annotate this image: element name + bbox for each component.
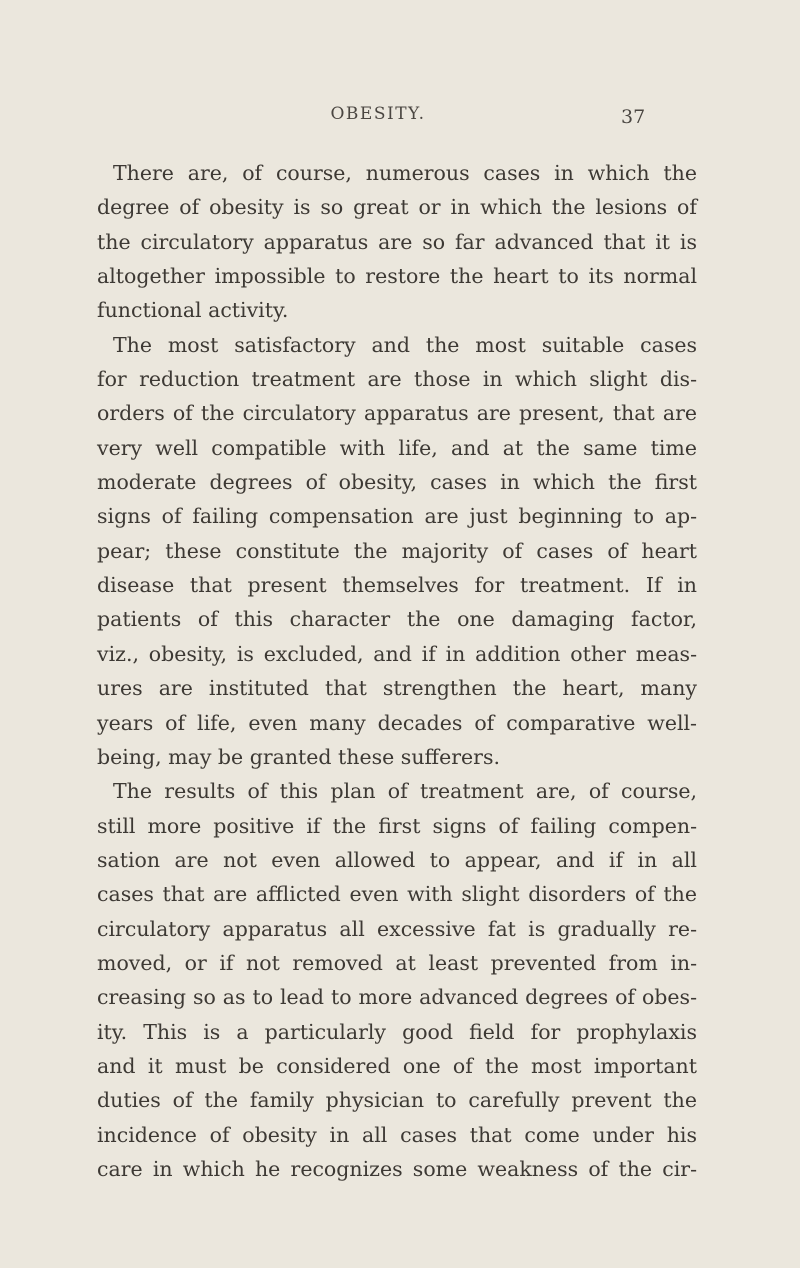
text-line: The most satisfactory and the most suitable cases (113, 332, 697, 357)
running-title: OBESITY. (330, 104, 426, 124)
text-line: sation are not even allowed to appear, and if in all (97, 847, 697, 872)
page-number: 37 (621, 106, 646, 128)
text-line: years of life, even many decades of comparative well- (97, 710, 697, 735)
text-line: care in which he recognizes some weakness of the cir- (97, 1156, 697, 1181)
text-line: for reduction treatment are those in which slight dis- (97, 367, 697, 392)
text-line: There are, of course, numerous cases in which the (113, 161, 697, 185)
text-line: duties of the family physician to carefully prevent the (97, 1088, 697, 1113)
text-line: pear; these constitute the majority of cases of heart (97, 538, 697, 563)
text-line: viz., obesity, is excluded, and if in addition other meas- (97, 641, 697, 666)
text-line: disease that present themselves for treatment. If in (97, 573, 697, 598)
running-head (0, 104, 800, 134)
text-line: being, may be granted these sufferers. (97, 744, 500, 769)
text-line: ity. This is a particularly good field for prophylaxis (97, 1019, 697, 1044)
text-line: orders of the circulatory apparatus are present, that are (97, 401, 697, 426)
text-line: very well compatible with life, and at the same time (97, 435, 697, 460)
text-line: functional activity. (97, 298, 289, 323)
text-line: and it must be considered one of the most important (97, 1053, 697, 1078)
text-line: creasing so as to lead to more advanced degrees of obes- (97, 985, 697, 1010)
text-line: moved, or if not removed at least prevented from in- (97, 950, 697, 975)
text-line: moderate degrees of obesity, cases in which the first (97, 470, 697, 495)
text-line: circulatory apparatus all excessive fat is gradually re- (97, 916, 697, 941)
text-line: The results of this plan of treatment are, of course, (113, 779, 697, 804)
text-line: ures are instituted that strengthen the heart, many (97, 676, 697, 701)
text-line: the circulatory apparatus are so far advanced that it is (97, 229, 697, 254)
text-line: incidence of obesity in all cases that come under his (97, 1122, 697, 1147)
text-line: still more positive if the first signs of failing compen- (97, 813, 697, 838)
text-line: signs of failing compensation are just beginning to ap- (97, 504, 697, 529)
text-line: cases that are afflicted even with slight disorders of the (97, 882, 697, 907)
body-text (97, 156, 697, 1186)
text-line: patients of this character the one damaging factor, (97, 607, 697, 632)
text-line: degree of obesity is so great or in which the lesions of (97, 195, 697, 220)
text-line: altogether impossible to restore the heart to its normal (97, 264, 697, 289)
